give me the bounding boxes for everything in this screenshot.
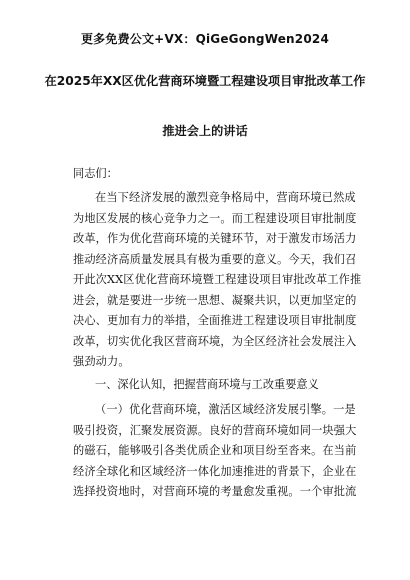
paragraph-line: 强劲动力。 [73,355,130,368]
paragraph-1 [73,188,355,270]
section-heading-1: 一、深化认知，把握营商环境与工改重要意义 [95,378,319,391]
document-title-line-1: 在2025年XX区优化营商环境暨工程建设项目审批改革工作 [44,74,366,88]
paragraph-line: 推动经济高质量发展具有极为重要的意义。今天，我们召 [73,252,357,266]
paragraph-line: 决心、更加有力的举措，全面推进工程建设项目审批制度 [73,314,357,327]
salutation: 同志们： [73,167,118,180]
paragraph-line: 改革，作为优化营商环境的关键环节，对于激发市场活力 [73,232,357,245]
paragraph-line: 选择投资地时，对营商环境的考量愈发重视。一个审批流 [73,485,357,498]
paragraph-line: 的磁石，能够吸引各类优质企业和项目纷至沓来。在当前 [73,444,357,457]
paragraph-line: 改革，切实优化我区营商环境，为全区经济社会发展注入 [73,334,357,348]
document-title-line-2: 推进会上的讲话 [162,124,248,138]
paragraph-line: 开此次XX区优化营商环境暨工程建设项目审批改革工作推 [73,273,362,286]
paragraph-line: 经济全球化和区域经济一体化加速推进的背景下，企业在 [73,464,357,478]
paragraph-line: （一）优化营商环境，激活区域经济发展引擎。一是 [95,403,356,416]
paragraph-line: 进会，就是要进一步统一思想、凝聚共识，以更加坚定的 [73,293,357,307]
paragraph-line: 吸引投资，汇聚发展资源。良好的营商环境如同一块强大 [73,423,357,437]
watermark-text: 更多免费公文+VX：QiGeGongWen2024 [80,32,329,46]
paragraph-line: 在当下经济发展的激烈竞争格局中，营商环境已然成 [95,191,356,204]
paragraph-3 [73,400,355,503]
paragraph-2 [73,270,362,373]
paragraph-line: 为地区发展的核心竞争力之一。而工程建设项目审批制度 [73,211,357,225]
